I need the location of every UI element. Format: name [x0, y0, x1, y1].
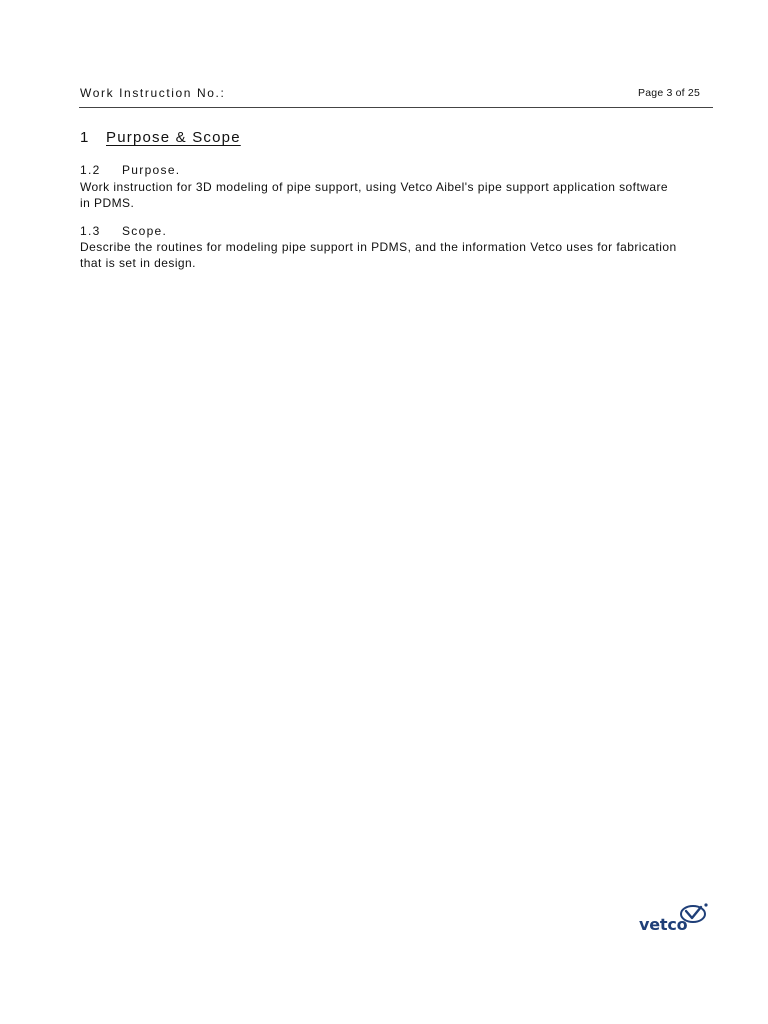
subsection-heading-purpose: [80, 163, 180, 177]
scope-paragraph: Describe the routines for modeling pipe support in PDMS, and the information Vetco uses for fabrication that is set in design.: [80, 240, 677, 270]
subsection-number-purpose: 1.2: [80, 163, 101, 177]
vetco-logo: [637, 900, 713, 940]
header-divider: [79, 107, 713, 108]
subsection-title-scope: Scope.: [122, 224, 168, 238]
logo-wordmark: vetco: [639, 915, 688, 934]
section-title: Purpose & Scope: [106, 129, 241, 146]
subsection-number-scope: 1.3: [80, 224, 101, 238]
section-number: 1: [80, 129, 90, 146]
page-header: [80, 86, 700, 102]
work-instruction-label: Work Instruction No.:: [80, 86, 226, 100]
vetco-emblem-icon: [679, 902, 709, 926]
purpose-paragraph: Work instruction for 3D modeling of pipe support, using Vetco Aibel's pipe support application software in PDMS.: [80, 180, 669, 210]
subsection-heading-scope: [80, 224, 167, 238]
page-number: Page 3 of 25: [638, 87, 700, 99]
section-heading-purpose-scope: [80, 129, 241, 146]
subsection-title-purpose: Purpose.: [122, 163, 181, 177]
